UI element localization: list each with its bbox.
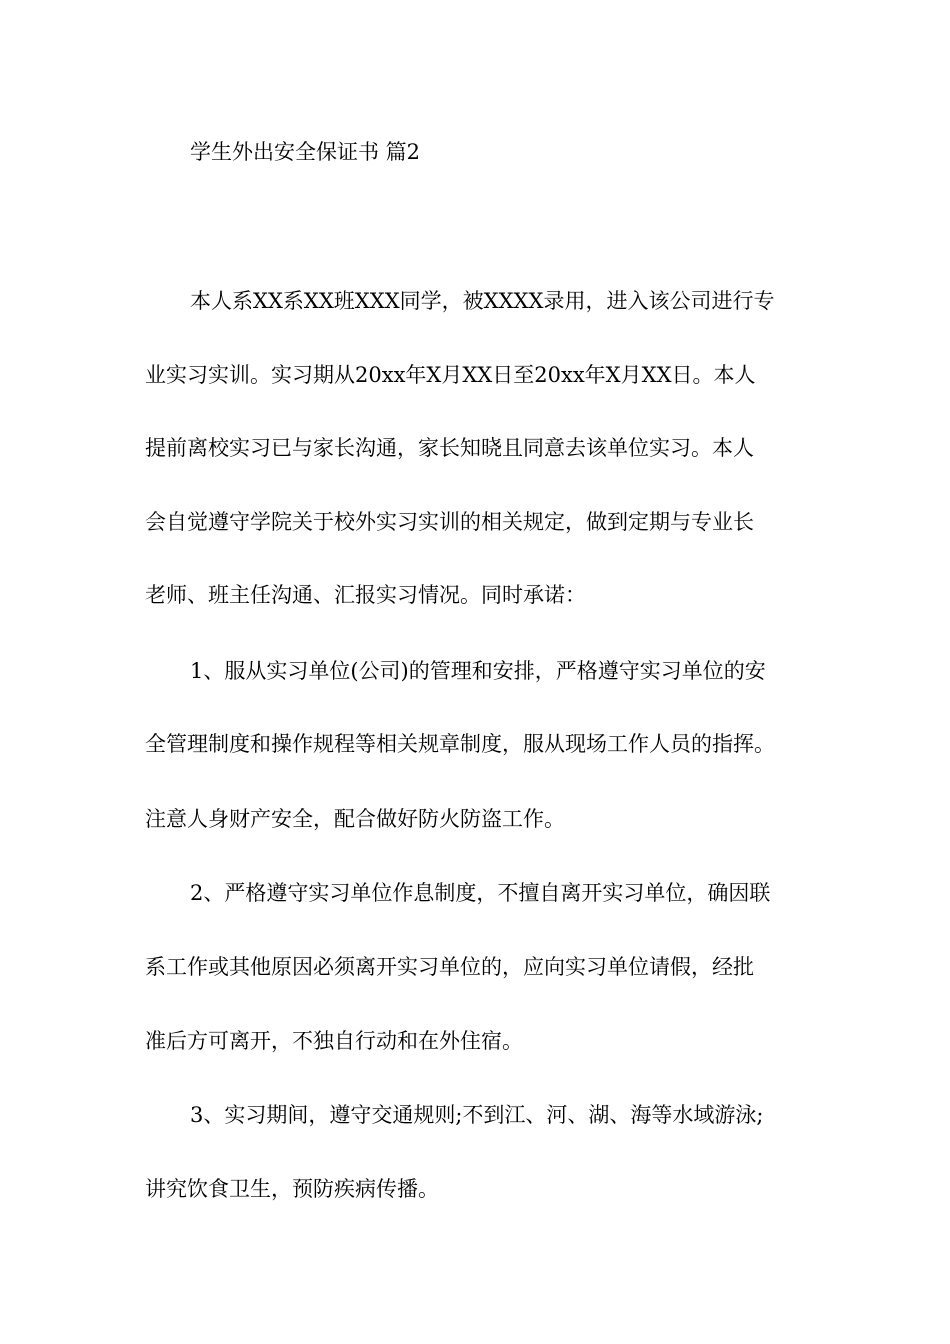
paragraph-intro-line-4: 会自觉遵守学院关于校外实习实训的相关规定，做到定期与专业长 xyxy=(145,510,754,534)
paragraph-item-2-line-2: 系工作或其他原因必须离开实习单位的，应向实习单位请假，经批 xyxy=(145,955,754,979)
paragraph-intro-line-3: 提前离校实习已与家长沟通，家长知晓且同意去该单位实习。本人 xyxy=(145,436,754,460)
paragraph-item-2-line-3: 准后方可离开，不独自行动和在外住宿。 xyxy=(145,1029,523,1053)
paragraph-intro-line-2: 业实习实训。实习期从20xx年X月XX日至20xx年X月XX日。本人 xyxy=(145,363,756,387)
paragraph-item-3-line-2: 讲究饮食卫生，预防疾病传播。 xyxy=(145,1177,439,1201)
paragraph-item-1-line-2: 全管理制度和操作规程等相关规章制度，服从现场工作人员的指挥。 xyxy=(145,732,775,756)
document-title: 学生外出安全保证书 篇2 xyxy=(190,140,421,164)
paragraph-item-3-line-1: 3、实习期间，遵守交通规则;不到江、河、湖、海等水域游泳; xyxy=(190,1103,764,1127)
paragraph-item-1-line-3: 注意人身财产安全，配合做好防火防盗工作。 xyxy=(145,807,565,831)
paragraph-item-2-line-1: 2、严格遵守实习单位作息制度，不擅自离开实习单位，确因联 xyxy=(190,881,771,905)
paragraph-intro-line-1: 本人系XX系XX班XXX同学，被XXXX录用，进入该公司进行专 xyxy=(190,289,775,313)
paragraph-item-1-line-1: 1、服从实习单位(公司)的管理和安排，严格遵守实习单位的安 xyxy=(190,659,766,683)
paragraph-intro-line-5: 老师、班主任沟通、汇报实习情况。同时承诺： xyxy=(145,583,586,607)
